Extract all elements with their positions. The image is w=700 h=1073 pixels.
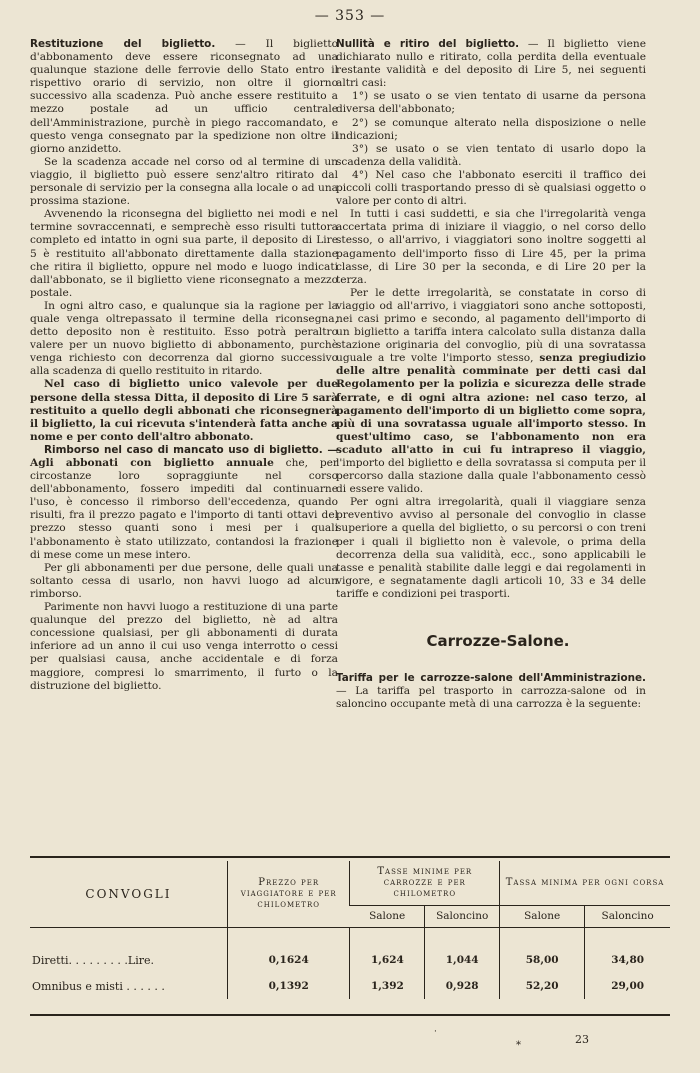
- cell-corsa-saloncino: 29,00: [585, 973, 670, 999]
- header-tassa-corsa: Tassa minima per ogni corsa: [500, 861, 670, 905]
- table-spacer-row: [30, 927, 670, 947]
- tariff-table: [30, 861, 670, 999]
- text-restituzione: — Il biglietto d'abbonamento deve essere riconsegnato ad una qualunque stazione delle ferrovie dello Stato entro il rispettivo orario di servizio, non oltre il giorno successivo alla scadenza. Può anche essere restituito a mezzo postale ad un ufficio centrale dell'Amministrazione, purchè in piego raccomandato, e questo venga consegnato par la spedizione non oltre il giorno anzidetto.: [30, 38, 338, 155]
- list-item: 1°) se usato o se vien tentato di usarne da persona diversa dell'abbonato;: [336, 90, 646, 116]
- paragraph-restituzione: [30, 38, 338, 156]
- text-nullita: — Il biglietto viene dichiarato nullo e ritirato, colla perdita della eventuale restante validità e del deposito di Lire 5, nei seguenti altri casi:: [336, 38, 646, 90]
- left-column: [30, 38, 338, 693]
- cell-tassa-saloncino: 1,044: [425, 947, 500, 973]
- row-label: Omnibus e misti . . . . . .: [32, 979, 165, 993]
- cell-tassa-salone: 1,392: [350, 973, 425, 999]
- paragraph-parimente: Parimente non havvi luogo a restituzione di una parte qualunque del prezzo del biglietto, nè ad altra concessione qualsiasi, per gli abbonamenti di durata inferiore ad un anno il cui uso venga interrotto o cessi per qualsiasi causa, anche accidentale e di forza maggiore, compresi lo smarrimento, il furto o la distruzione del biglietto.: [30, 601, 338, 692]
- right-column: [336, 38, 646, 711]
- lead-nullita: Nullità e ritiro del biglietto.: [336, 38, 520, 50]
- cell-corsa-salone: 58,00: [500, 947, 585, 973]
- table-row: [30, 947, 670, 973]
- paragraph-tariffa: [336, 672, 646, 711]
- subheader-salone: Salone: [350, 905, 425, 927]
- paragraph-riconsegna: Avvenendo la riconsegna del biglietto nei modi e nel termine sovraccennati, e semprechè esso risulti tuttora completo ed intatto in ogni sua parte, il deposito di Lire 5 è restituito all'abbonato direttamente dalla stazione che ritira il biglietto, oppure nel modo e luogo indicati dall'abbonato, se il biglietto viene riconsegnato a mezzo postale.: [30, 208, 338, 299]
- header-tasse-minime: Tasse minime per carrozze e per chilometro: [350, 861, 500, 905]
- cell-prezzo: 0,1392: [227, 973, 350, 999]
- header-convogli: CONVOGLI: [85, 886, 172, 901]
- cell-prezzo: 0,1624: [227, 947, 350, 973]
- section-title: Carrozze-Salone.: [426, 632, 570, 651]
- page-number: — 353 —: [314, 8, 386, 24]
- paragraph-casi-suddetti: In tutti i casi suddetti, e sia che l'irregolarità venga accertata prima di iniziare il viaggio, o nel corso dello stesso, o all'arrivo, i viaggiatori sono inoltre soggetti al pagamento dell'importo fisso di Lire 45, per la prima classe, di Lire 30 per la seconda, e di Lire 20 per la terza.: [336, 208, 646, 286]
- list-item: 3°) se usato o se vien tentato di usarlo dopo la scadenza della validità.: [336, 142, 646, 168]
- text-irregolarita: Per le dette irregolarità, se constatate in corso di viaggio od all'arrivo, i viaggiatori sono anche sottoposti, nei casi primo e secondo, al pagamento dell'importo di un biglietto a tariffa intera calcolato sulla distanza dalla stazione originaria del convoglio, più di una sovratassa uguale a tre volte l'importo stesso,: [336, 286, 646, 365]
- paragraph-nullita: [336, 38, 646, 90]
- table-top-rule: [30, 856, 670, 858]
- cell-tassa-saloncino: 0,928: [425, 973, 500, 999]
- cell-tassa-salone: 1,624: [350, 947, 425, 973]
- paragraph-due-persone: Per gli abbonamenti per due persone, delle quali una soltanto cessa di usarlo, non havvi luogo ad alcun rimborso.: [30, 561, 338, 600]
- lead-rimborso: Rimborso nel caso di mancato uso di biglietto.: [44, 443, 323, 456]
- paragraph-scadenza: Se la scadenza accade nel corso od al termine di un viaggio, il biglietto può essere senz'altro ritirato dal personale di servizio per la consegna alla locale o ad una prossima stazione.: [30, 155, 338, 208]
- subheader-saloncino: Saloncino: [425, 905, 500, 927]
- table-row: [30, 973, 670, 999]
- paragraph-altro-caso: In ogni altro caso, e qualunque sia la ragione per la quale venga oltrepassato il termine della riconsegna, detto deposito non è restituito. Esso potrà peraltro valere per un nuovo biglietto di abbonamento, purchè venga richiesto con decorrenza dal giorno successivo alla scadenza di quello restituito in ritardo.: [30, 299, 338, 378]
- text-rimborso: che, per circostanze loro sopraggiunte nel corso dell'abbonamento, fossero impediti dal continuarne l'uso, è concesso il rimborso dell'eccedenza, quando risulti, fra il prezzo pagato e l'importo di tanti ottavi del prezzo stesso quanti sono i mesi per i quali l'abbonamento è stato utilizzato, contandosi la frazione di mese come un mese intero.: [30, 457, 338, 561]
- lead-tariffa: Tariffa per le carrozze-salone dell'Amministrazione.: [336, 672, 646, 685]
- footer-dot: ·: [434, 1027, 437, 1037]
- cell-corsa-salone: 52,20: [500, 973, 585, 999]
- subheader-salone: Salone: [500, 905, 585, 927]
- cell-corsa-saloncino: 34,80: [585, 947, 670, 973]
- paragraph-rimborso: [30, 444, 338, 562]
- row-label: Diretti. . . . . . . . .Lire.: [32, 953, 154, 967]
- lead-restituzione: Restituzione del biglietto.: [30, 38, 216, 50]
- text-tariffa: — La tariffa pel trasporto in carrozza-salone od in saloncino occupante metà di una carrozza è la seguente:: [336, 685, 646, 711]
- subheader-saloncino: Saloncino: [585, 905, 670, 927]
- tail-irregolarita: l'importo del biglietto e della sovratassa si computa per il percorso dalla stazione dalla quale l'abbonamento cessò di essere valido.: [336, 457, 646, 496]
- paragraph-altra-irregolarita: Per ogni altra irregolarità, quali il viaggiare senza preventivo avviso al personale del convoglio in classe superiore a quella del biglietto, o su percorsi o con treni per i quali il biglietto non è valevole, o prima della decorrenza della sua validità, ecc., sono applicabili le tasse e penalità stabilite dalle leggi e dai regolamenti in vigore, e segnatamente dagli articoli 10, 33 e 34 delle tariffe e condizioni pei trasporti.: [336, 496, 646, 600]
- paragraph-irregolarita: [336, 287, 646, 497]
- header-prezzo: Prezzo per viaggiatore e per chilometro: [227, 861, 350, 927]
- bold-rimborso: — Agli abbonati con biglietto annuale: [30, 443, 338, 469]
- list-item: 4°) Nel caso che l'abbonato eserciti il traffico dei piccoli colli trasportando presso di sè qualsiasi oggetto o valore per conto di altri.: [336, 168, 646, 208]
- table-bottom-rule: [30, 1014, 670, 1016]
- paragraph-biglietto-unico: Nel caso di biglietto unico valevole per due persone della stessa Ditta, il deposito di Lire 5 sarà restituito a quello degli abbonati che riconsegnerà il biglietto, la cui ricevuta s'intenderà fatta anche a nome e per conto dell'altro abbonato.: [30, 378, 338, 443]
- footer-star: *: [516, 1040, 521, 1051]
- bold-irregolarita: senza pregiudizio delle altre penalità comminate per detti casi dal Regolamento per la polizia e sicurezza delle strade ferrate, e di ogni altra azione: nel caso terzo, al pagamento dell'importo di un biglietto come sopra, più di una sovratassa uguale all'importo stesso. In quest'ultimo caso, se l'abbonamento non era scaduto all'atto in cui fu intrapreso il viaggio,: [336, 352, 646, 456]
- list-item: 2°) se comunque alterato nella disposizione o nelle indicazioni;: [336, 116, 646, 142]
- footer-signature-number: 23: [575, 1033, 589, 1046]
